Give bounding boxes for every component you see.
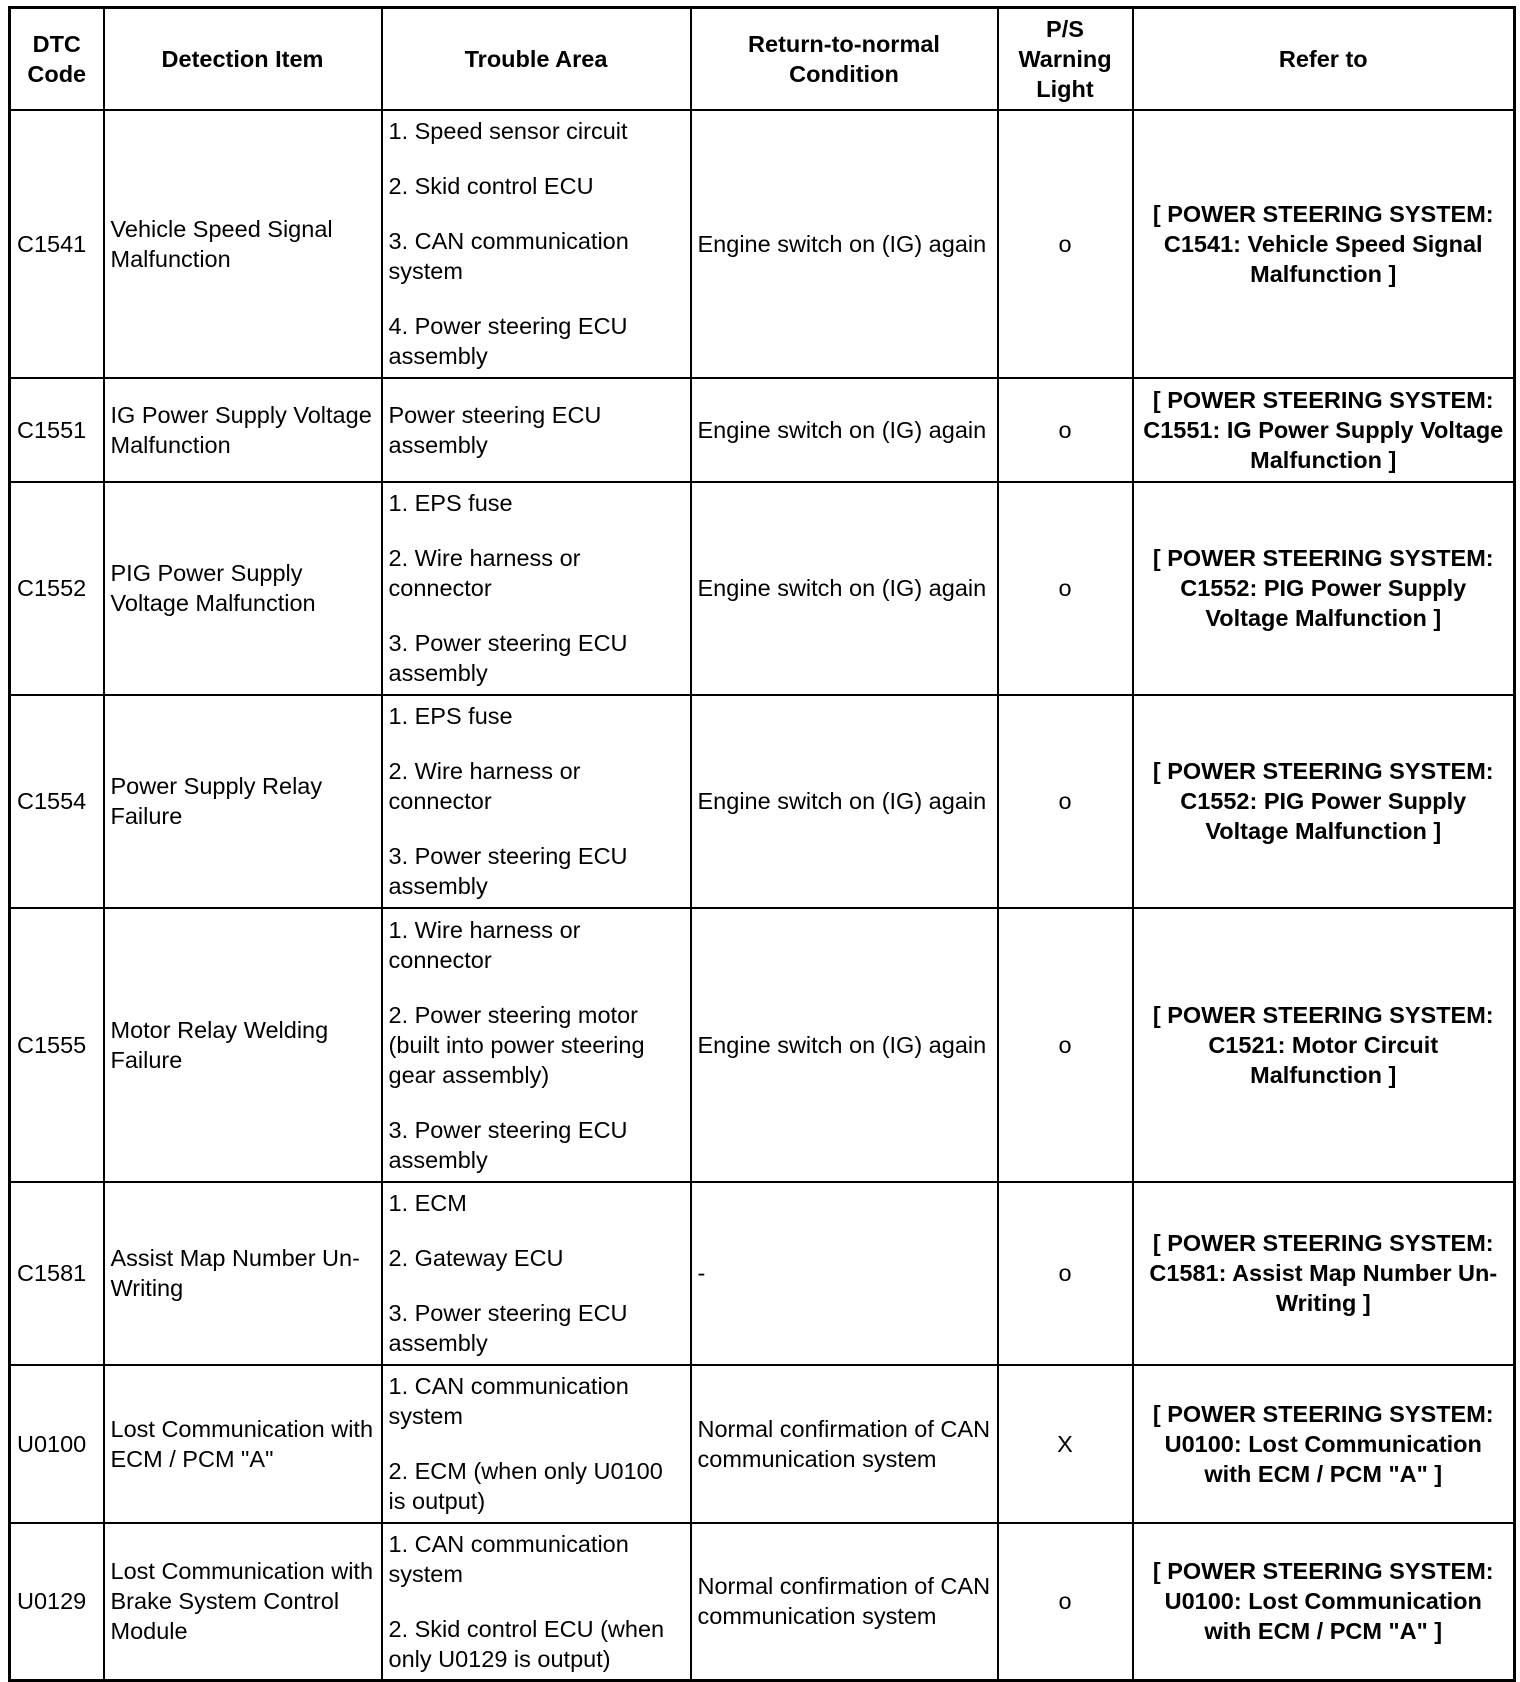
trouble-area-item: 3. Power steering ECU assembly bbox=[388, 1300, 628, 1356]
table-row bbox=[10, 908, 1515, 1182]
trouble-area-item: 3. CAN communication system bbox=[388, 228, 629, 284]
trouble-area-item: 3. Power steering ECU assembly bbox=[388, 843, 628, 899]
header-ps-warning-light: P/S Warning Light bbox=[998, 8, 1133, 110]
dtc-code-cell: C1551 bbox=[10, 378, 104, 482]
dtc-code-cell: C1541 bbox=[10, 110, 104, 378]
table-row bbox=[10, 695, 1515, 908]
trouble-area-item: 1. ECM bbox=[388, 1190, 467, 1216]
trouble-area-cell bbox=[382, 110, 691, 378]
trouble-area-item: 1. EPS fuse bbox=[388, 490, 513, 516]
trouble-area-item: 2. Power steering motor (built into power steering gear assembly) bbox=[388, 1001, 645, 1088]
table-row bbox=[10, 378, 1515, 482]
table-row bbox=[10, 1523, 1515, 1681]
dtc-table bbox=[8, 6, 1516, 1682]
dtc-code-cell: C1555 bbox=[10, 908, 104, 1182]
ps-warning-light-cell: o bbox=[998, 110, 1133, 378]
return-condition-cell: Engine switch on (IG) again bbox=[691, 482, 998, 695]
return-condition-cell: Engine switch on (IG) again bbox=[691, 378, 998, 482]
trouble-area-cell bbox=[382, 1523, 691, 1681]
ps-warning-light-cell: o bbox=[998, 1523, 1133, 1681]
trouble-area-cell bbox=[382, 908, 691, 1182]
trouble-area-item: 2. Skid control ECU bbox=[388, 173, 594, 199]
trouble-area-cell bbox=[382, 378, 691, 482]
header-dtc-code: DTC Code bbox=[10, 8, 104, 110]
refer-to-cell: [ POWER STEERING SYSTEM: C1552: PIG Power Supply Voltage Malfunction ] bbox=[1133, 482, 1515, 695]
trouble-area-cell bbox=[382, 1365, 691, 1523]
ps-warning-light-cell: X bbox=[998, 1365, 1133, 1523]
refer-to-cell: [ POWER STEERING SYSTEM: C1551: IG Power Supply Voltage Malfunction ] bbox=[1133, 378, 1515, 482]
return-condition-cell: Engine switch on (IG) again bbox=[691, 695, 998, 908]
trouble-area-item: 2. Gateway ECU bbox=[388, 1245, 564, 1271]
trouble-area-cell bbox=[382, 482, 691, 695]
return-condition-cell: Engine switch on (IG) again bbox=[691, 908, 998, 1182]
refer-to-cell: [ POWER STEERING SYSTEM: C1581: Assist Map Number Un-Writing ] bbox=[1133, 1182, 1515, 1365]
refer-to-cell: [ POWER STEERING SYSTEM: U0100: Lost Communication with ECM / PCM "A" ] bbox=[1133, 1365, 1515, 1523]
detection-item-cell: Vehicle Speed Signal Malfunction bbox=[104, 110, 382, 378]
table-row bbox=[10, 1182, 1515, 1365]
detection-item-cell: Motor Relay Welding Failure bbox=[104, 908, 382, 1182]
detection-item-cell: Assist Map Number Un-Writing bbox=[104, 1182, 382, 1365]
detection-item-cell: PIG Power Supply Voltage Malfunction bbox=[104, 482, 382, 695]
table-row bbox=[10, 110, 1515, 378]
detection-item-cell: Power Supply Relay Failure bbox=[104, 695, 382, 908]
trouble-area-item: 1. CAN communication system bbox=[388, 1373, 629, 1429]
header-trouble-area: Trouble Area bbox=[382, 8, 691, 110]
header-return-condition: Return-to-normal Condition bbox=[691, 8, 998, 110]
trouble-area-item: 2. Skid control ECU (when only U0129 is output) bbox=[388, 1615, 665, 1672]
trouble-area-item: 1. Speed sensor circuit bbox=[388, 118, 628, 144]
trouble-area-item: 1. EPS fuse bbox=[388, 703, 513, 729]
dtc-code-cell: U0100 bbox=[10, 1365, 104, 1523]
trouble-area-cell bbox=[382, 695, 691, 908]
trouble-area-item: 3. Power steering ECU assembly bbox=[388, 630, 628, 686]
refer-to-cell: [ POWER STEERING SYSTEM: U0100: Lost Communication with ECM / PCM "A" ] bbox=[1133, 1523, 1515, 1681]
detection-item-cell: IG Power Supply Voltage Malfunction bbox=[104, 378, 382, 482]
ps-warning-light-cell: o bbox=[998, 908, 1133, 1182]
detection-item-cell: Lost Communication with ECM / PCM "A" bbox=[104, 1365, 382, 1523]
return-condition-cell: Engine switch on (IG) again bbox=[691, 110, 998, 378]
ps-warning-light-cell: o bbox=[998, 378, 1133, 482]
refer-to-cell: [ POWER STEERING SYSTEM: C1521: Motor Circuit Malfunction ] bbox=[1133, 908, 1515, 1182]
header-detection-item: Detection Item bbox=[104, 8, 382, 110]
trouble-area-cell bbox=[382, 1182, 691, 1365]
refer-to-cell: [ POWER STEERING SYSTEM: C1552: PIG Power Supply Voltage Malfunction ] bbox=[1133, 695, 1515, 908]
trouble-area-item: 4. Power steering ECU assembly bbox=[388, 313, 628, 369]
trouble-area-item: Power steering ECU assembly bbox=[388, 401, 602, 458]
ps-warning-light-cell: o bbox=[998, 482, 1133, 695]
ps-warning-light-cell: o bbox=[998, 1182, 1133, 1365]
detection-item-cell: Lost Communication with Brake System Control Module bbox=[104, 1523, 382, 1681]
dtc-code-cell: C1552 bbox=[10, 482, 104, 695]
return-condition-cell: Normal confirmation of CAN communication system bbox=[691, 1523, 998, 1681]
table-body bbox=[10, 110, 1515, 1681]
return-condition-cell: - bbox=[691, 1182, 998, 1365]
dtc-code-cell: C1554 bbox=[10, 695, 104, 908]
trouble-area-item: 2. Wire harness or connector bbox=[388, 758, 581, 814]
trouble-area-item: 2. Wire harness or connector bbox=[388, 545, 581, 601]
return-condition-cell: Normal confirmation of CAN communication system bbox=[691, 1365, 998, 1523]
header-row bbox=[10, 8, 1515, 110]
table-row bbox=[10, 482, 1515, 695]
ps-warning-light-cell: o bbox=[998, 695, 1133, 908]
header-refer-to: Refer to bbox=[1133, 8, 1515, 110]
table-header bbox=[10, 8, 1515, 110]
dtc-code-cell: C1581 bbox=[10, 1182, 104, 1365]
trouble-area-item: 1. Wire harness or connector bbox=[388, 916, 581, 973]
dtc-code-cell: U0129 bbox=[10, 1523, 104, 1681]
refer-to-cell: [ POWER STEERING SYSTEM: C1541: Vehicle Speed Signal Malfunction ] bbox=[1133, 110, 1515, 378]
trouble-area-item: 2. ECM (when only U0100 is output) bbox=[388, 1458, 663, 1514]
trouble-area-item: 1. CAN communication system bbox=[388, 1530, 629, 1587]
table-row bbox=[10, 1365, 1515, 1523]
trouble-area-item: 3. Power steering ECU assembly bbox=[388, 1116, 628, 1173]
